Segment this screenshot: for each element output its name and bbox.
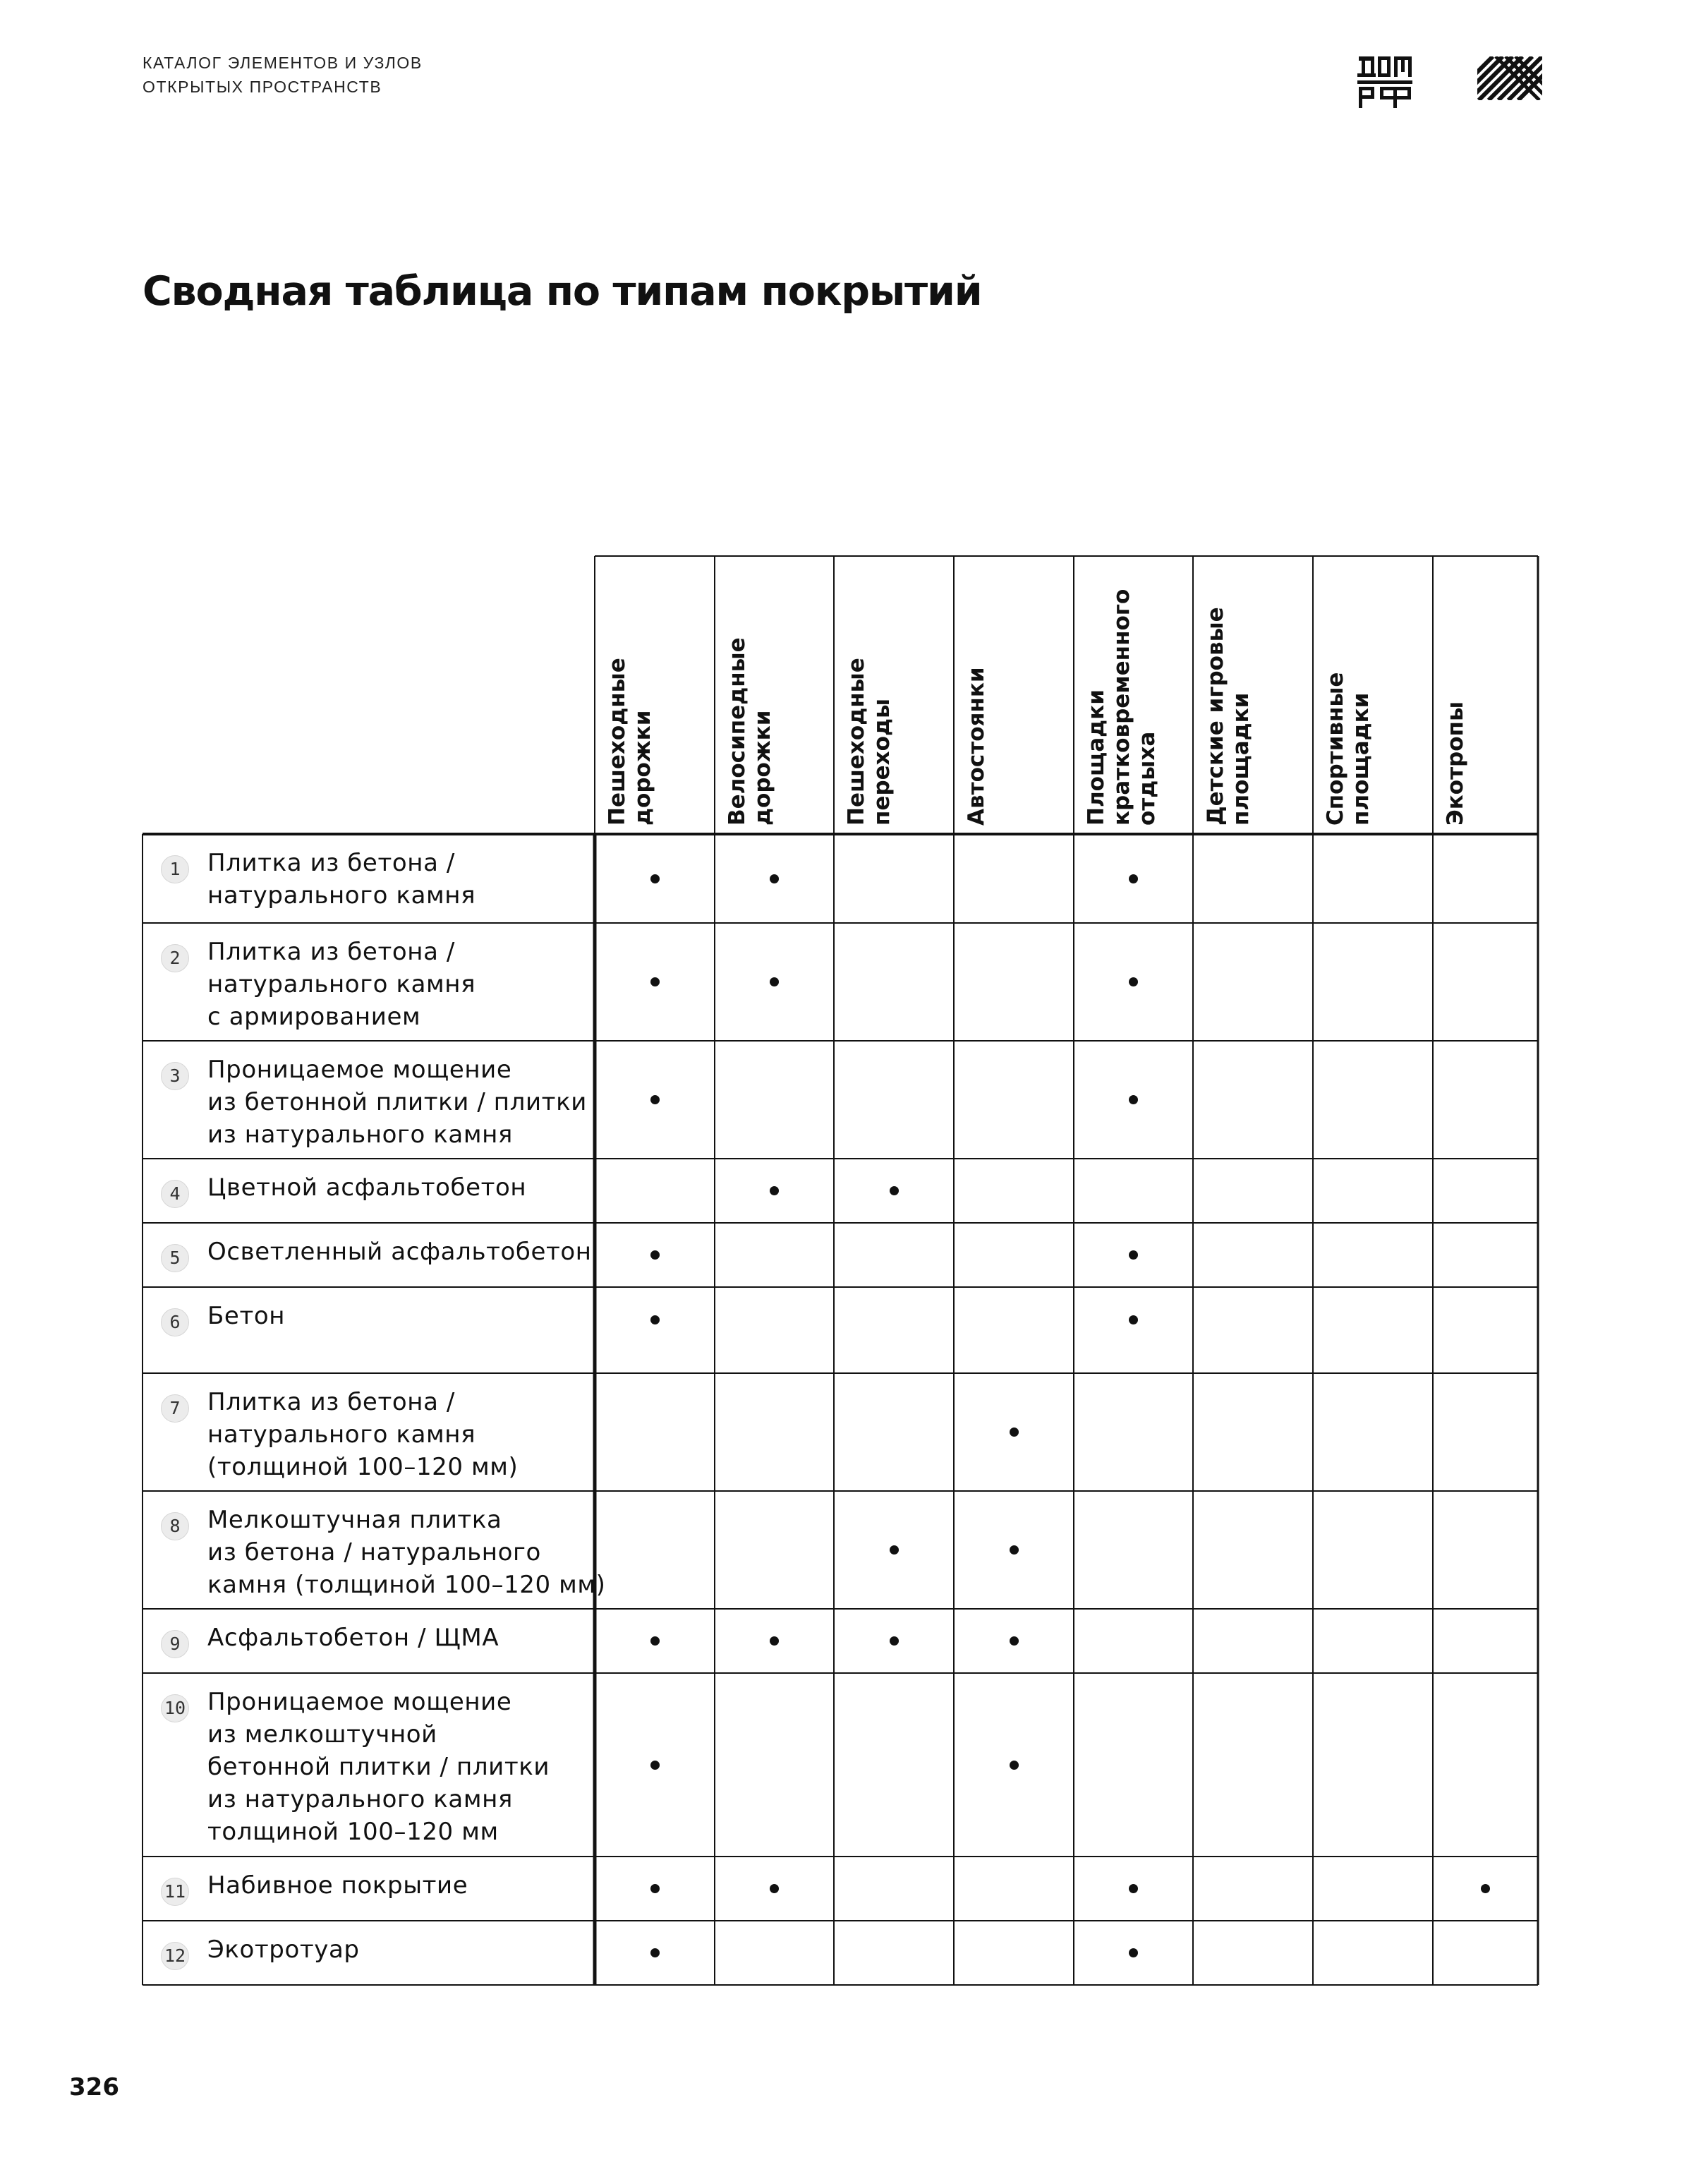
row-number-badge: 7 (161, 1394, 189, 1423)
applicability-dot (650, 1761, 660, 1770)
column-header-line: Пешеходные (844, 658, 869, 826)
row-label (207, 1686, 550, 1848)
row-label (207, 1300, 285, 1332)
row-label-line: Проницаемое мощение (207, 1688, 512, 1716)
applicability-dot (770, 1186, 779, 1195)
row-label (207, 1236, 592, 1268)
applicability-dot (1129, 1250, 1138, 1260)
applicability-dot (650, 1948, 660, 1957)
row-number-badge: 2 (161, 944, 189, 972)
row-label-line: Асфальтобетон / ЩМА (207, 1624, 499, 1652)
row-label-line: Бетон (207, 1302, 286, 1330)
row-label (207, 1054, 587, 1151)
row-label-line: толщиной 100–120 мм (207, 1818, 499, 1846)
applicability-dot (770, 874, 779, 883)
column-header-line: Площадки (1084, 689, 1109, 826)
row-label-line: Плитка из бетона / (207, 938, 455, 966)
column-header-line: Автостоянки (964, 667, 989, 826)
applicability-dot (1010, 1636, 1019, 1646)
row-label-line: из натурального камня (207, 1121, 513, 1149)
row-label-line: Осветленный асфальтобетон (207, 1238, 592, 1266)
applicability-dot (650, 1884, 660, 1893)
applicability-dot (1129, 1095, 1138, 1104)
row-label-line: с армированием (207, 1003, 421, 1031)
column-header-line: Велосипедные (725, 637, 750, 826)
column-header-line: Экотропы (1443, 701, 1468, 826)
row-number-badge: 10 (161, 1694, 189, 1722)
row-label-line: Проницаемое мощение (207, 1056, 512, 1084)
column-header-line: дорожки (750, 710, 775, 826)
applicability-dot (1129, 1884, 1138, 1893)
applicability-dot (890, 1186, 899, 1195)
row-number-badge: 9 (161, 1630, 189, 1658)
applicability-dot (890, 1636, 899, 1646)
row-number-badge: 5 (161, 1244, 189, 1272)
row-number-badge: 4 (161, 1180, 189, 1208)
row-label (207, 936, 476, 1033)
applicability-dot (1010, 1545, 1019, 1555)
applicability-dot (1010, 1427, 1019, 1437)
column-header-line: отдыха (1134, 731, 1160, 826)
column-header (1323, 672, 1374, 826)
row-label (207, 1869, 468, 1902)
row-label-line: из мелкоштучной (207, 1720, 437, 1749)
row-label-line: (толщиной 100–120 мм) (207, 1453, 519, 1481)
column-header-line: Спортивные (1323, 672, 1348, 826)
row-label-line: Плитка из бетона / (207, 849, 455, 877)
applicability-dot (1129, 1948, 1138, 1957)
column-header-line: площадки (1348, 692, 1374, 826)
row-label (207, 847, 476, 912)
applicability-dot (650, 1315, 660, 1324)
column-header-line: переходы (869, 698, 895, 826)
page-number: 326 (69, 2073, 119, 2101)
row-label (207, 1622, 499, 1654)
applicability-dot (770, 1636, 779, 1646)
row-label-line: из бетона / натурального (207, 1538, 541, 1567)
column-header (844, 658, 895, 826)
row-label-line: натурального камня (207, 881, 476, 910)
header-line-1: КАТАЛОГ ЭЛЕМЕНТОВ И УЗЛОВ (143, 54, 423, 72)
applicability-dot (1010, 1761, 1019, 1770)
page-title: Сводная таблица по типам покрытий (143, 268, 982, 315)
row-number-badge: 3 (161, 1062, 189, 1090)
row-label-line: Мелкоштучная плитка (207, 1506, 502, 1534)
column-header (964, 667, 989, 826)
row-label-line: Экотротуар (207, 1936, 360, 1964)
row-number-badge: 8 (161, 1512, 189, 1540)
column-header (1203, 607, 1254, 826)
column-header (605, 658, 655, 826)
applicability-dot (890, 1545, 899, 1555)
row-label-line: из бетонной плитки / плитки (207, 1088, 587, 1116)
row-label-line: натурального камня (207, 1420, 476, 1449)
row-label-line: из натурального камня (207, 1785, 513, 1813)
applicability-dot (650, 977, 660, 986)
column-header-line: кратковременного (1109, 588, 1134, 826)
applicability-dot (770, 1884, 779, 1893)
row-label-line: натурального камня (207, 970, 476, 998)
row-label (207, 1386, 518, 1483)
applicability-dot (650, 1250, 660, 1260)
header-line-2: ОТКРЫТЫХ ПРОСТРАНСТВ (143, 78, 382, 96)
applicability-dot (1129, 1315, 1138, 1324)
row-label-line: Набивное покрытие (207, 1871, 468, 1900)
row-number-badge: 12 (161, 1942, 189, 1970)
column-header (1084, 589, 1160, 826)
row-label-line: Плитка из бетона / (207, 1388, 455, 1416)
column-header-line: Пешеходные (605, 658, 630, 826)
row-label (207, 1171, 526, 1204)
column-header (725, 637, 775, 826)
row-number-badge: 6 (161, 1308, 189, 1336)
row-label-line: Цветной асфальтобетон (207, 1173, 527, 1202)
row-number-badge: 11 (161, 1878, 189, 1906)
applicability-dot (650, 874, 660, 883)
row-label-line: бетонной плитки / плитки (207, 1753, 550, 1781)
row-label-line: камня (толщиной 100–120 мм) (207, 1571, 606, 1599)
applicability-dot (650, 1636, 660, 1646)
applicability-dot (650, 1095, 660, 1104)
row-label (207, 1504, 606, 1601)
row-label (207, 1933, 360, 1966)
applicability-dot (1129, 874, 1138, 883)
column-header-line: Детские игровые (1203, 607, 1228, 826)
applicability-dot (770, 977, 779, 986)
applicability-dot (1481, 1884, 1490, 1893)
column-header-line: площадки (1228, 692, 1254, 826)
column-header-line: дорожки (630, 710, 655, 826)
row-number-badge: 1 (161, 855, 189, 883)
applicability-dot (1129, 977, 1138, 986)
column-header (1443, 701, 1468, 826)
